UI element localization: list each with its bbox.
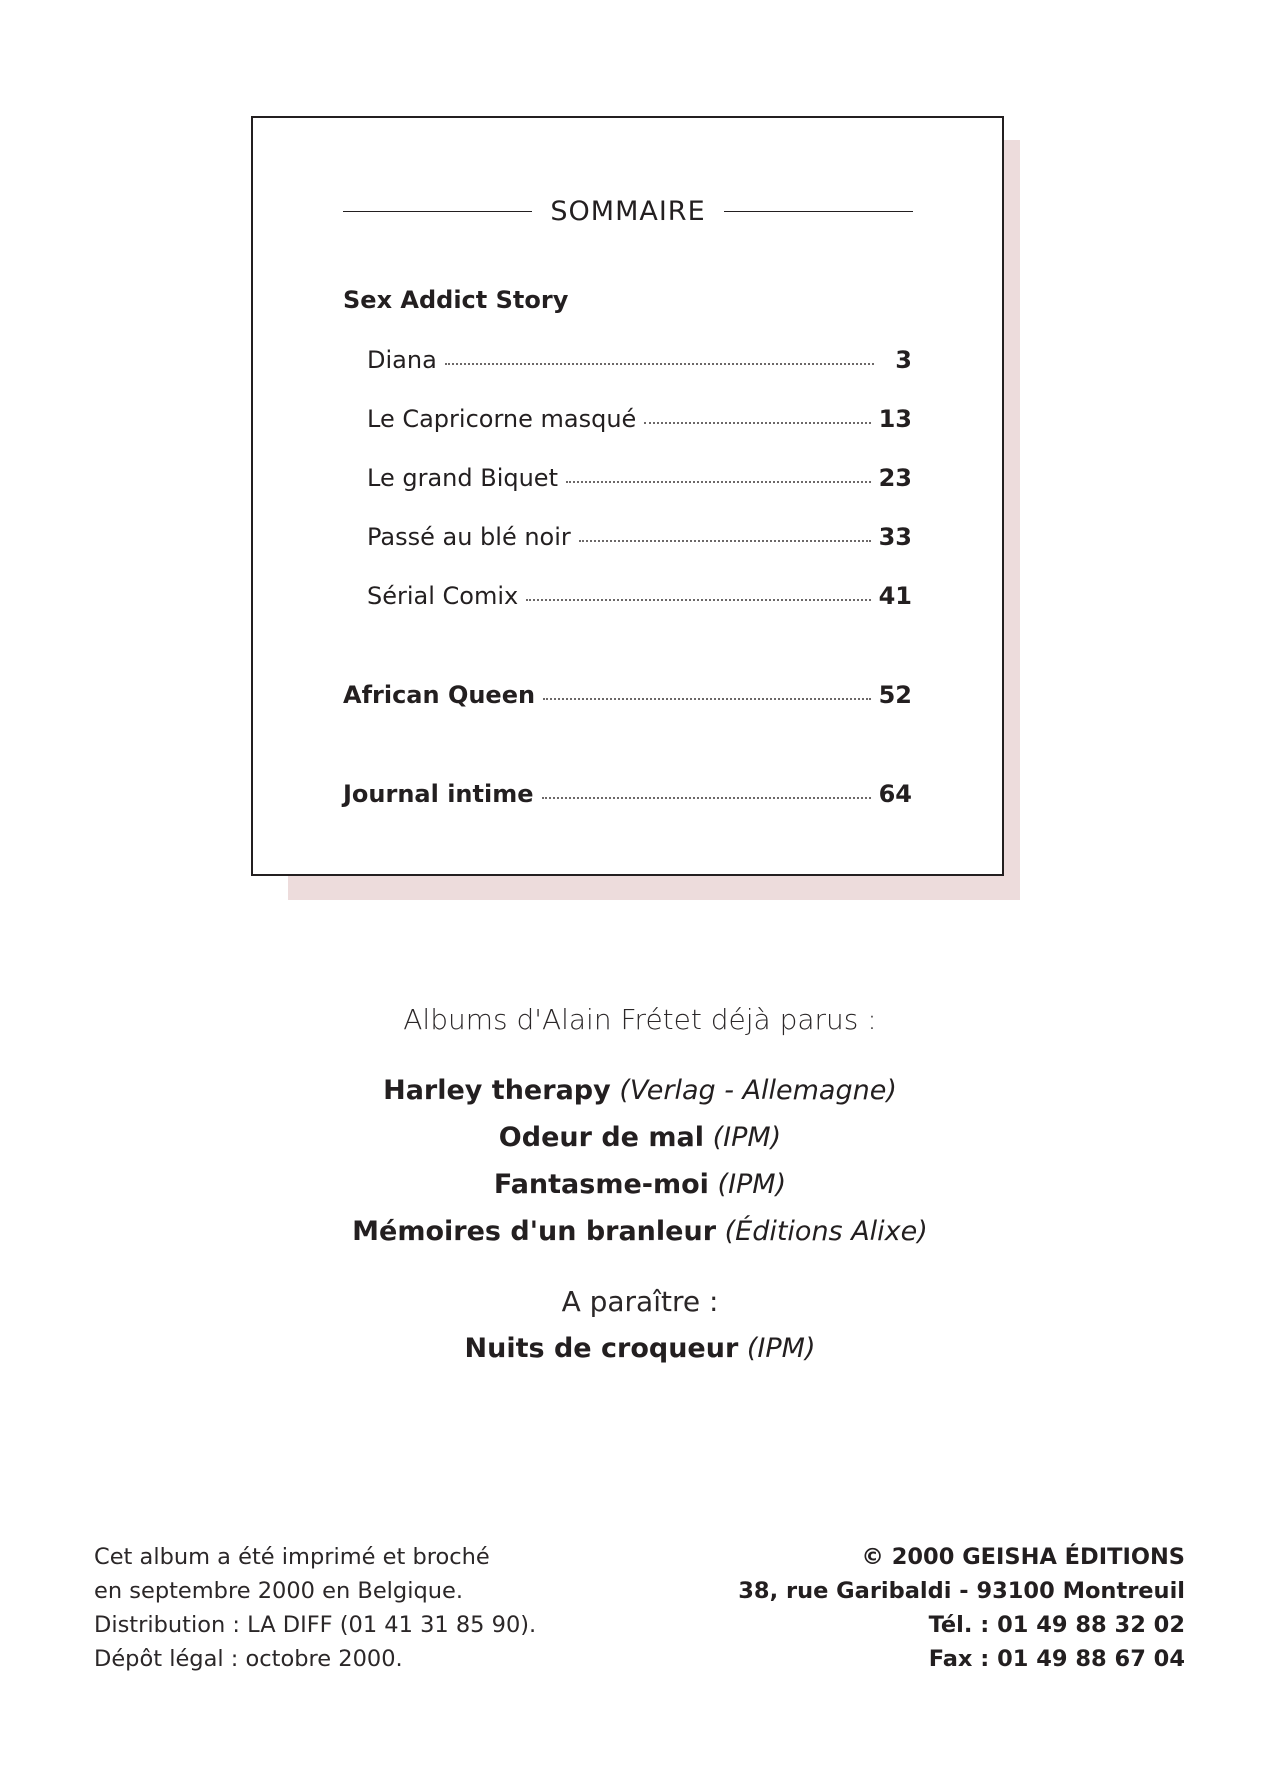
toc-entry-label: Sérial Comix [367, 582, 519, 610]
album-item [0, 1075, 1280, 1106]
album-title: Fantasme-moi [493, 1169, 709, 1200]
toc-entry [367, 522, 912, 552]
toc-entry-page: 33 [878, 523, 912, 551]
dot-leader [579, 539, 871, 542]
publisher-info [738, 1540, 1185, 1676]
album-title: Harley therapy [383, 1075, 611, 1106]
album-publisher: (IPM) [717, 1169, 787, 1200]
dot-leader [566, 480, 871, 483]
toc-heading [343, 196, 913, 227]
address-line: 38, rue Garibaldi - 93100 Montreuil [738, 1578, 1185, 1604]
album-title: Nuits de croqueur [464, 1333, 739, 1364]
toc-entry-page: 23 [878, 464, 912, 492]
printing-line: en septembre 2000 en Belgique. [94, 1578, 463, 1604]
album-publisher: (IPM) [712, 1122, 782, 1153]
toc-entry-label: Journal intime [343, 780, 534, 808]
dot-leader [526, 598, 870, 601]
table-of-contents [251, 116, 1004, 876]
toc-entry-label: Le Capricorne masqué [367, 405, 637, 433]
toc-entry-main [343, 779, 912, 809]
dot-leader [644, 421, 870, 424]
toc-entry-page: 3 [895, 346, 912, 374]
toc-entry-main [343, 680, 912, 710]
phone-line: Tél. : 01 49 88 32 02 [928, 1612, 1185, 1638]
toc-title: SOMMAIRE [550, 196, 706, 227]
toc-entry [367, 404, 912, 434]
album-item [0, 1122, 1280, 1153]
albums-heading: Albums d'Alain Frétet déjà parus : [403, 1003, 877, 1036]
album-publisher: (IPM) [746, 1333, 816, 1364]
dot-leader [543, 697, 871, 700]
toc-entry-label: Diana [367, 346, 437, 374]
dot-leader [542, 796, 871, 799]
album-title: Mémoires d'un branleur [352, 1216, 717, 1247]
printing-info [94, 1540, 536, 1676]
legal-deposit-line: Dépôt légal : octobre 2000. [94, 1646, 403, 1672]
toc-entry-page: 13 [878, 405, 912, 433]
album-publisher: (Éditions Alixe) [724, 1216, 928, 1247]
toc-entry-label: Le grand Biquet [367, 464, 558, 492]
album-item [0, 1169, 1280, 1200]
toc-entry [367, 345, 912, 375]
toc-entry [367, 581, 912, 611]
fax-line: Fax : 01 49 88 67 04 [928, 1646, 1185, 1672]
copyright-line: © 2000 GEISHA ÉDITIONS [861, 1544, 1185, 1570]
heading-rule-left [343, 211, 532, 212]
toc-entry-label: African Queen [343, 681, 536, 709]
section-title: Sex Addict Story [343, 286, 569, 314]
heading-rule-right [724, 211, 913, 212]
toc-entry-page: 64 [878, 780, 912, 808]
toc-entry-page: 52 [878, 681, 912, 709]
album-title: Odeur de mal [498, 1122, 704, 1153]
toc-entry-page: 41 [878, 582, 912, 610]
album-item [0, 1216, 1280, 1247]
dot-leader [445, 362, 874, 365]
album-publisher: (Verlag - Allemagne) [619, 1075, 897, 1106]
toc-entry-label: Passé au blé noir [367, 523, 571, 551]
forthcoming-heading: A paraître : [561, 1285, 719, 1318]
forthcoming-item [0, 1333, 1280, 1364]
printing-line: Cet album a été imprimé et broché [94, 1544, 490, 1570]
toc-entry [367, 463, 912, 493]
distribution-line: Distribution : LA DIFF (01 41 31 85 90). [94, 1612, 537, 1638]
